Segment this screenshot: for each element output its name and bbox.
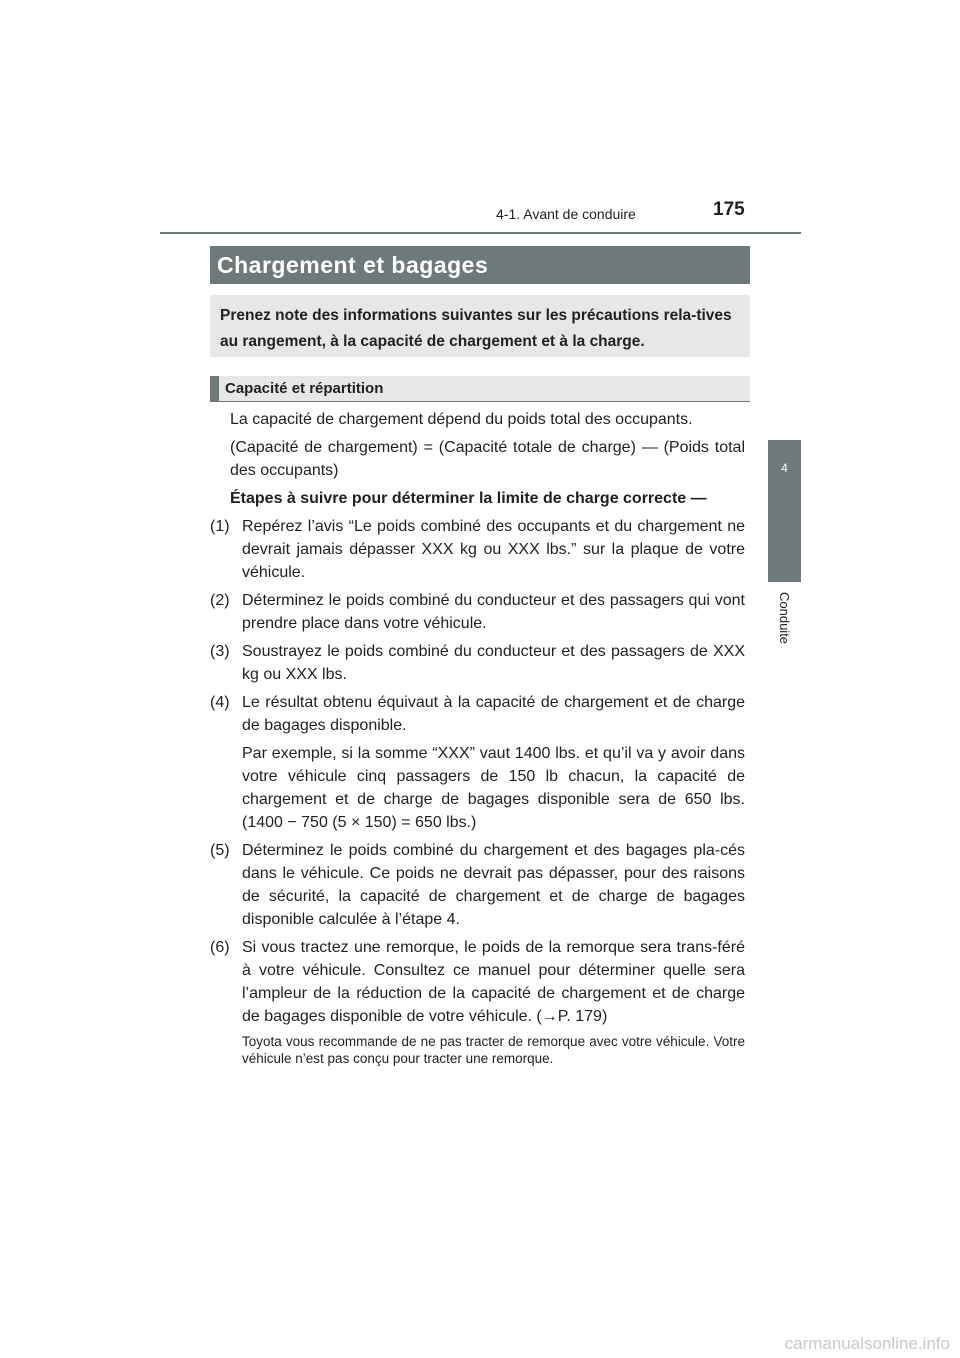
body-content bbox=[210, 408, 745, 1067]
chapter-label: Conduite bbox=[777, 592, 792, 645]
steps-heading: Étapes à suivre pour déterminer la limite de charge correcte — bbox=[230, 490, 707, 507]
intro-box: Prenez note des informations suivantes sur les précautions rela-tives au rangement, à la capacité de chargement et à la charge. bbox=[210, 295, 750, 357]
page-title: Chargement et bagages bbox=[210, 246, 750, 284]
list-number: (6) bbox=[210, 939, 230, 956]
header-divider bbox=[160, 232, 801, 234]
list-item bbox=[210, 589, 745, 635]
list-text: Le résultat obtenu équivaut à la capacité de chargement et de charge de bagages disponible. bbox=[242, 694, 745, 734]
page-number: 175 bbox=[713, 199, 745, 220]
example-paragraph: Par exemple, si la somme “XXX” vaut 1400 lbs. et qu’il va y avoir dans votre véhicule cinq passagers de 150 lb chacun, la capacité de chargement et de charge de bagages disponible sera de 650 lbs. (1400 − 750 (5 × 150) = 650 lbs.) bbox=[242, 745, 745, 831]
list-number: (4) bbox=[210, 694, 230, 711]
list-item bbox=[210, 936, 745, 1028]
list-text: Déterminez le poids combiné du conducteur et des passagers qui vont prendre place dans votre véhicule. bbox=[242, 592, 745, 632]
list-item bbox=[210, 515, 745, 584]
note: Toyota vous recommande de ne pas tracter de remorque avec votre véhicule. Votre véhicule n’est pas conçu pour tracter une remorque. bbox=[242, 1034, 745, 1066]
list-text: Déterminez le poids combiné du chargement et des bagages pla-cés dans le véhicule. Ce poids ne devrait pas dépasser, pour des raisons de sécurité, la capacité de chargement et de charge de bagages disponible calculée à l’étape 4. bbox=[242, 842, 745, 928]
section-header: 4-1. Avant de conduire bbox=[496, 206, 636, 222]
list-text: Soustrayez le poids combiné du conducteur et des passagers de XXX kg ou XXX lbs. bbox=[242, 643, 745, 683]
sub-heading: Capacité et répartition bbox=[210, 376, 750, 402]
list-number: (1) bbox=[210, 518, 230, 535]
list-number: (2) bbox=[210, 592, 230, 609]
chapter-label-container bbox=[768, 592, 801, 682]
paragraph: La capacité de chargement dépend du poids total des occupants. bbox=[230, 411, 693, 428]
list-item bbox=[210, 640, 745, 686]
watermark: carmanualsonline.info bbox=[784, 1334, 950, 1353]
chapter-number: 4 bbox=[781, 461, 788, 475]
list-item bbox=[210, 839, 745, 931]
list-text: Repérez l’avis “Le poids combiné des occupants et du chargement ne devrait jamais dépasser XXX kg ou XXX lbs.” sur la plaque de votre véhicule. bbox=[242, 518, 745, 581]
paragraph: (Capacité de chargement) = (Capacité totale de charge) — (Poids total des occupants) bbox=[230, 439, 745, 479]
list-number: (5) bbox=[210, 842, 230, 859]
list-number: (3) bbox=[210, 643, 230, 660]
list-text: Si vous tractez une remorque, le poids de la remorque sera trans-féré à votre véhicule. Consultez ce manuel pour déterminer quelle sera l’ampleur de la réduction de la capacité de chargement et de charge de bagages disponible de votre véhicule. (→P. 179) bbox=[242, 939, 745, 1025]
list-item bbox=[210, 691, 745, 737]
